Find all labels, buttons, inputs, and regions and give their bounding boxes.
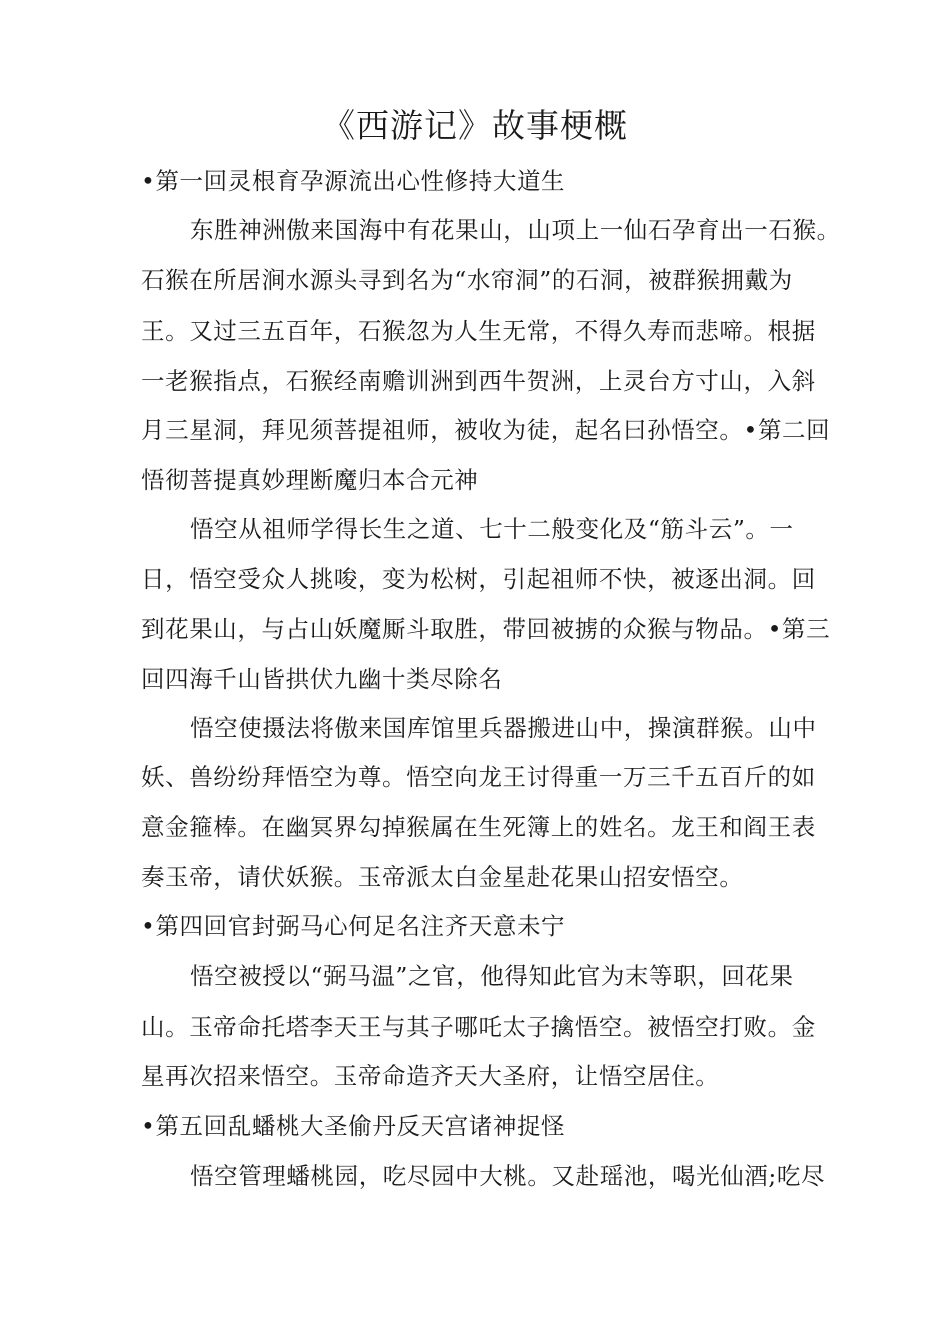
paragraph-line: 山。玉帝命托塔李天王与其子哪吒太子擒悟空。被悟空打败。金 (141, 1013, 816, 1041)
paragraph-line: 妖、兽纷纷拜悟空为尊。悟空向龙王讨得重一万三千五百斤的如 (141, 763, 816, 791)
paragraph-line: 一老猴指点，石猴经南赡训洲到西牛贺洲，上灵台方寸山，入斜 (141, 367, 816, 395)
paragraph-line: 到花果山，与占山妖魔厮斗取胜，带回被掳的众猴与物品。•第三 (141, 615, 831, 643)
paragraph-line: 意金箍棒。在幽冥界勾掉猴属在生死簿上的姓名。龙王和阎王表 (141, 813, 816, 841)
paragraph-line: 日，悟空受众人挑唆，变为松树，引起祖师不快，被逐出洞。回 (141, 565, 816, 593)
chapter-heading-4: •第四回官封弼马心何足名注齐天意未宁 (141, 912, 566, 940)
paragraph-line: 悟空管理蟠桃园，吃尽园中大桃。又赴瑶池，喝光仙酒;吃尽 (190, 1162, 826, 1190)
chapter-heading-5: •第五回乱蟠桃大圣偷丹反天宫诸神捉怪 (141, 1112, 566, 1140)
chapter-heading-1: •第一回灵根育孕源流出心性修持大道生 (141, 167, 566, 195)
paragraph-line: 王。又过三五百年，石猴忽为人生无常，不得久寿而悲啼。根据 (141, 317, 816, 345)
page-title: 《西游记》故事梗概 (322, 106, 628, 145)
paragraph-line: 悟空使摄法将傲来国库馆里兵器搬进山中，操演群猴。山中 (190, 714, 817, 742)
paragraph-line: 星再次招来悟空。玉帝命造齐天大圣府，让悟空居住。 (141, 1062, 720, 1090)
paragraph-line: 悟彻菩提真妙理断魔归本合元神 (141, 466, 479, 494)
paragraph-line: 回四海千山皆拱伏九幽十类尽除名 (141, 665, 503, 693)
paragraph-line: 奏玉帝，请伏妖猴。玉帝派太白金星赴花果山招安悟空。 (141, 863, 744, 891)
paragraph-line: 月三星洞，拜见须菩提祖师，被收为徒，起名曰孙悟空。•第二回 (141, 416, 831, 444)
paragraph-line: 悟空从祖师学得长生之道、七十二般变化及“筋斗云”。一 (190, 515, 794, 543)
paragraph-line: 悟空被授以“弼马温”之官，他得知此官为末等职，回花果 (190, 962, 794, 990)
paragraph-line: 东胜神洲傲来国海中有花果山，山项上一仙石孕育出一石猴。 (190, 216, 841, 244)
paragraph-line: 石猴在所居涧水源头寻到名为“水帘洞”的石洞，被群猴拥戴为 (141, 266, 793, 294)
